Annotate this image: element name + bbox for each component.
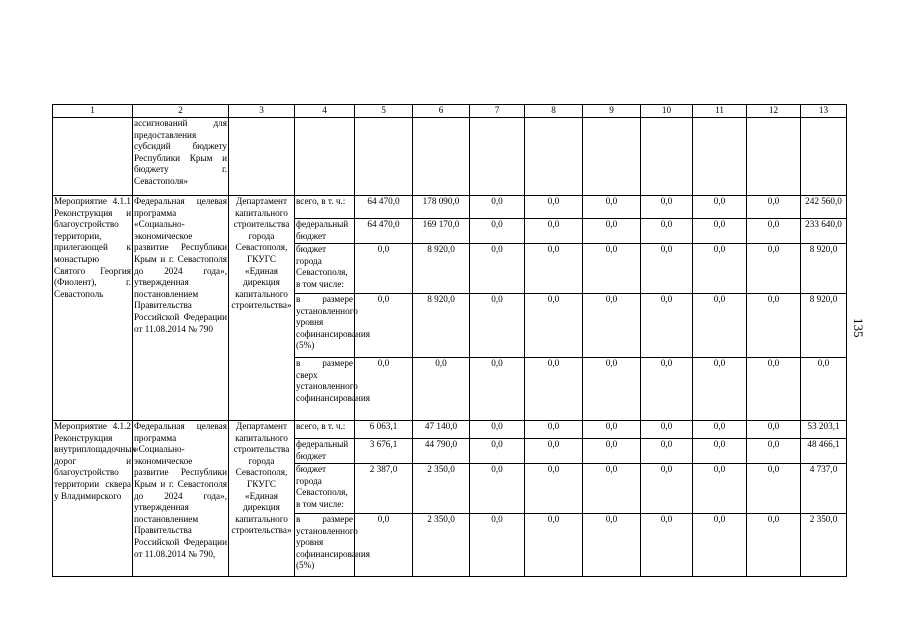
column-number-header: 3 <box>229 105 295 118</box>
program-text-continuation: ассигнований для предоставления субсидий бюджету Республики Крым и бюджету г. Севастополя» <box>133 118 229 196</box>
column-number-header: 2 <box>133 105 229 118</box>
department-cell: Департамент капитального строительства города Севастополя, ГКУГС «Единая дирекция капитального строительства» <box>229 421 295 577</box>
value-cell: 0,0 <box>693 294 747 358</box>
value-cell: 0,0 <box>641 219 693 244</box>
value-cell: 0,0 <box>583 196 641 219</box>
value-cell: 0,0 <box>470 464 525 514</box>
column-number-header: 5 <box>355 105 413 118</box>
value-cell: 0,0 <box>470 514 525 577</box>
value-cell: 0,0 <box>641 244 693 294</box>
value-cell: 0,0 <box>747 358 801 421</box>
value-cell: 8 920,0 <box>413 294 470 358</box>
program-cell: Федеральная целевая программа «Социально-экономическое развитие Республики Крым и г. Севастополя до 2024 года», утвержденная постановлением Правительства Российской Федерации от 11.08.2014 № 790 <box>133 196 229 421</box>
continuation-row <box>53 118 847 196</box>
value-cell: 0,0 <box>355 294 413 358</box>
table-row <box>53 421 847 439</box>
value-cell: 0,0 <box>470 358 525 421</box>
total-value-cell: 48 466,1 <box>801 439 847 464</box>
funding-source-label: в размере сверх установленного софинансирования <box>295 358 355 421</box>
empty-cell <box>53 118 133 196</box>
value-cell: 0,0 <box>641 358 693 421</box>
value-cell: 0,0 <box>470 196 525 219</box>
value-cell: 3 676,1 <box>355 439 413 464</box>
table-header-row <box>53 105 847 118</box>
value-cell: 2 350,0 <box>413 464 470 514</box>
page-number: 135 <box>851 318 866 338</box>
value-cell: 64 470,0 <box>355 219 413 244</box>
empty-cell <box>583 118 641 196</box>
value-cell: 0,0 <box>525 464 583 514</box>
column-number-header: 7 <box>470 105 525 118</box>
value-cell: 0,0 <box>525 294 583 358</box>
value-cell: 0,0 <box>747 196 801 219</box>
value-cell: 0,0 <box>641 464 693 514</box>
value-cell: 0,0 <box>583 421 641 439</box>
value-cell: 0,0 <box>693 439 747 464</box>
value-cell: 0,0 <box>693 358 747 421</box>
value-cell: 0,0 <box>355 514 413 577</box>
value-cell: 0,0 <box>583 358 641 421</box>
funding-source-label: федеральный бюджет <box>295 219 355 244</box>
value-cell: 0,0 <box>641 421 693 439</box>
value-cell: 2 387,0 <box>355 464 413 514</box>
empty-cell <box>413 118 470 196</box>
column-number-header: 10 <box>641 105 693 118</box>
empty-cell <box>693 118 747 196</box>
total-value-cell: 242 560,0 <box>801 196 847 219</box>
column-number-header: 9 <box>583 105 641 118</box>
value-cell: 0,0 <box>583 294 641 358</box>
value-cell: 0,0 <box>413 358 470 421</box>
total-value-cell: 2 350,0 <box>801 514 847 577</box>
column-number-header: 6 <box>413 105 470 118</box>
value-cell: 0,0 <box>525 244 583 294</box>
value-cell: 0,0 <box>525 358 583 421</box>
value-cell: 47 140,0 <box>413 421 470 439</box>
column-number-header: 8 <box>525 105 583 118</box>
total-value-cell: 0,0 <box>801 358 847 421</box>
budget-table <box>52 104 847 577</box>
value-cell: 0,0 <box>747 421 801 439</box>
total-value-cell: 53 203,1 <box>801 421 847 439</box>
program-cell: Федеральная целевая программа «Социально-экономическое развитие Республики Крым и г. Севастополя до 2024 года», утвержденная постановлением Правительства Российской Федерации от 11.08.2014 № 790, <box>133 421 229 577</box>
empty-cell <box>801 118 847 196</box>
value-cell: 0,0 <box>693 464 747 514</box>
value-cell: 0,0 <box>525 439 583 464</box>
value-cell: 0,0 <box>693 514 747 577</box>
value-cell: 0,0 <box>583 514 641 577</box>
value-cell: 8 920,0 <box>413 244 470 294</box>
value-cell: 0,0 <box>525 421 583 439</box>
event-name-cell: Мероприятие 4.1.1 Реконструкция и благоустройство территории, прилегающей к монастырю Святого Георгия (Фиолент), г. Севастополь <box>53 196 133 421</box>
value-cell: 2 350,0 <box>413 514 470 577</box>
value-cell: 0,0 <box>641 294 693 358</box>
value-cell: 0,0 <box>641 514 693 577</box>
column-number-header: 11 <box>693 105 747 118</box>
value-cell: 0,0 <box>470 219 525 244</box>
table-row <box>53 196 847 219</box>
funding-source-label: в размере установленного уровня софинансирования (5%) <box>295 514 355 577</box>
value-cell: 0,0 <box>641 196 693 219</box>
total-value-cell: 233 640,0 <box>801 219 847 244</box>
value-cell: 6 063,1 <box>355 421 413 439</box>
total-value-cell: 4 737,0 <box>801 464 847 514</box>
value-cell: 0,0 <box>525 219 583 244</box>
empty-cell <box>229 118 295 196</box>
value-cell: 0,0 <box>693 219 747 244</box>
value-cell: 0,0 <box>355 244 413 294</box>
value-cell: 0,0 <box>525 196 583 219</box>
value-cell: 0,0 <box>747 439 801 464</box>
empty-cell <box>355 118 413 196</box>
funding-source-label: бюджет города Севастополя, в том числе: <box>295 244 355 294</box>
funding-source-label: всего, в т. ч.: <box>295 421 355 439</box>
column-number-header: 13 <box>801 105 847 118</box>
value-cell: 0,0 <box>355 358 413 421</box>
value-cell: 0,0 <box>747 294 801 358</box>
value-cell: 0,0 <box>525 514 583 577</box>
empty-cell <box>470 118 525 196</box>
value-cell: 0,0 <box>470 244 525 294</box>
funding-source-label: в размере установленного уровня софинансирования (5%) <box>295 294 355 358</box>
value-cell: 44 790,0 <box>413 439 470 464</box>
funding-source-label: федеральный бюджет <box>295 439 355 464</box>
value-cell: 0,0 <box>693 196 747 219</box>
value-cell: 0,0 <box>470 294 525 358</box>
total-value-cell: 8 920,0 <box>801 294 847 358</box>
empty-cell <box>295 118 355 196</box>
value-cell: 0,0 <box>693 421 747 439</box>
column-number-header: 12 <box>747 105 801 118</box>
event-name-cell: Мероприятие 4.1.2 Реконструкция внутриплощадочных дорог и благоустройство территории сквера у Владимирского <box>53 421 133 577</box>
value-cell: 178 090,0 <box>413 196 470 219</box>
value-cell: 0,0 <box>747 464 801 514</box>
value-cell: 0,0 <box>583 439 641 464</box>
total-value-cell: 8 920,0 <box>801 244 847 294</box>
empty-cell <box>747 118 801 196</box>
funding-source-label: бюджет города Севастополя, в том числе: <box>295 464 355 514</box>
value-cell: 64 470,0 <box>355 196 413 219</box>
empty-cell <box>641 118 693 196</box>
value-cell: 0,0 <box>583 464 641 514</box>
department-cell: Департамент капитального строительства города Севастополя, ГКУГС «Единая дирекция капитального строительства» <box>229 196 295 421</box>
column-number-header: 4 <box>295 105 355 118</box>
value-cell: 0,0 <box>747 244 801 294</box>
value-cell: 169 170,0 <box>413 219 470 244</box>
empty-cell <box>525 118 583 196</box>
value-cell: 0,0 <box>470 421 525 439</box>
value-cell: 0,0 <box>693 244 747 294</box>
column-number-header: 1 <box>53 105 133 118</box>
value-cell: 0,0 <box>747 514 801 577</box>
value-cell: 0,0 <box>583 219 641 244</box>
funding-source-label: всего, в т. ч.: <box>295 196 355 219</box>
value-cell: 0,0 <box>641 439 693 464</box>
value-cell: 0,0 <box>747 219 801 244</box>
value-cell: 0,0 <box>470 439 525 464</box>
value-cell: 0,0 <box>583 244 641 294</box>
